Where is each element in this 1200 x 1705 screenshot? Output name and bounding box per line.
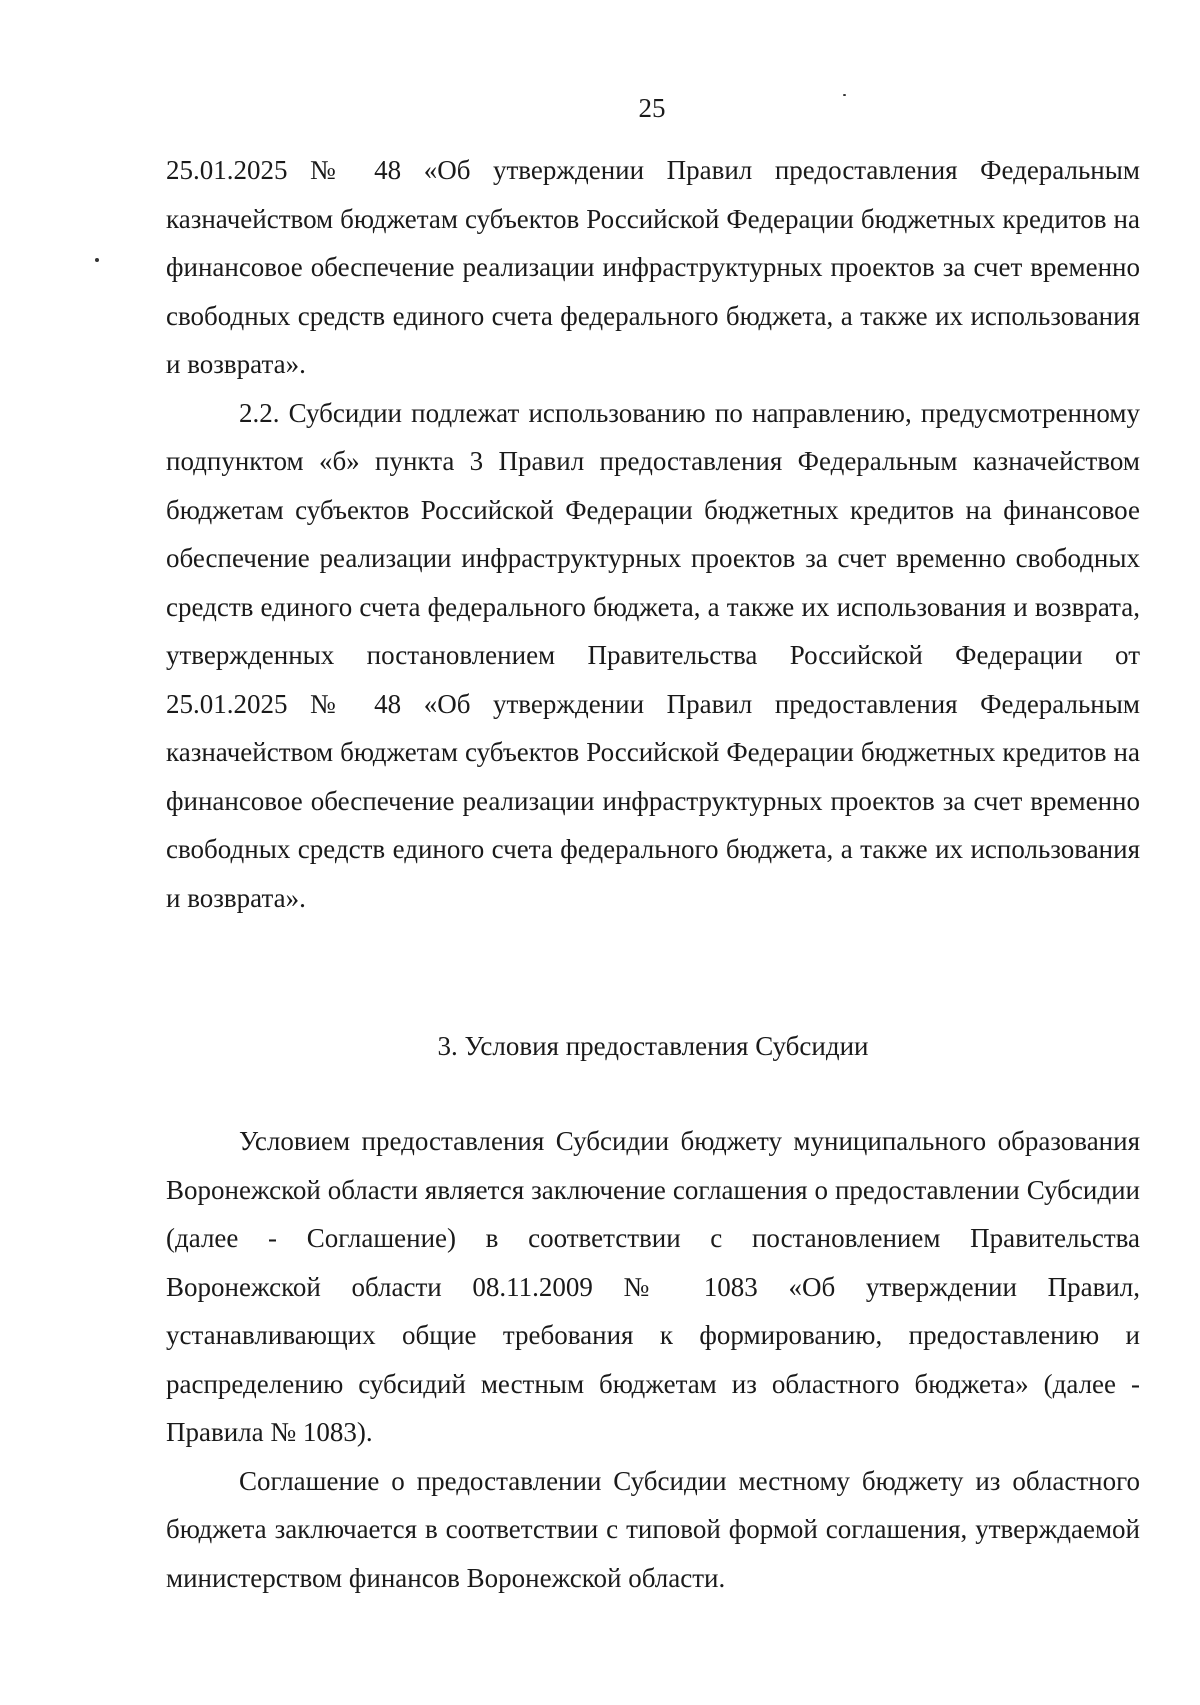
- paragraph-2-2: 2.2. Субсидии подлежат использованию по направлению, предусмотренному подпунктом «б» пункта 3 Правил предоставления Федеральным казначейством бюджетам субъектов Российской Федерации бюджетных кредитов на финансовое обеспечение реализации инфраструктурных проектов за счет временно свободных средств единого счета федерального бюджета, а также их использования и возврата, утвержденных постановлением Правительства Российской Федерации от 25.01.2025 № 48 «Об утверждении Правил предоставления Федеральным казначейством бюджетам субъектов Российской Федерации бюджетных кредитов на финансовое обеспечение реализации инфраструктурных проектов за счет временно свободных средств единого счета федерального бюджета, а также их использования и возврата».: [166, 397, 1140, 913]
- paragraph-continuation: 25.01.2025 № 48 «Об утверждении Правил предоставления Федеральным казначейством бюджетам субъектов Российской Федерации бюджетных кредитов на финансовое обеспечение реализации инфраструктурных проектов за счет временно свободных средств единого счета федерального бюджета, а также их использования и возврата».: [166, 155, 1140, 379]
- top-text-block: [166, 146, 1140, 922]
- scan-speck: [95, 258, 99, 262]
- paragraph-condition: Условием предоставления Субсидии бюджету муниципального образования Воронежской области является заключение соглашения о предоставлении Субсидии (далее - Соглашение) в соответствии с постановлением Правительства Воронежской области 08.11.2009 № 1083 «Об утверждении Правил, устанавливающих общие требования к формированию, предоставлению и распределению субсидий местным бюджетам из областного бюджета» (далее - Правила № 1083).: [166, 1126, 1140, 1447]
- section-heading: 3. Условия предоставления Субсидии: [437, 1031, 869, 1061]
- section-heading-block: [166, 1022, 1140, 1071]
- paragraph-agreement: Соглашение о предоставлении Субсидии местному бюджету из областного бюджета заключается в соответствии с типовой формой соглашения, утверждаемой министерством финансов Воронежской области.: [166, 1465, 1140, 1593]
- page-number: 25: [638, 93, 666, 123]
- bottom-text-block: [166, 1117, 1140, 1602]
